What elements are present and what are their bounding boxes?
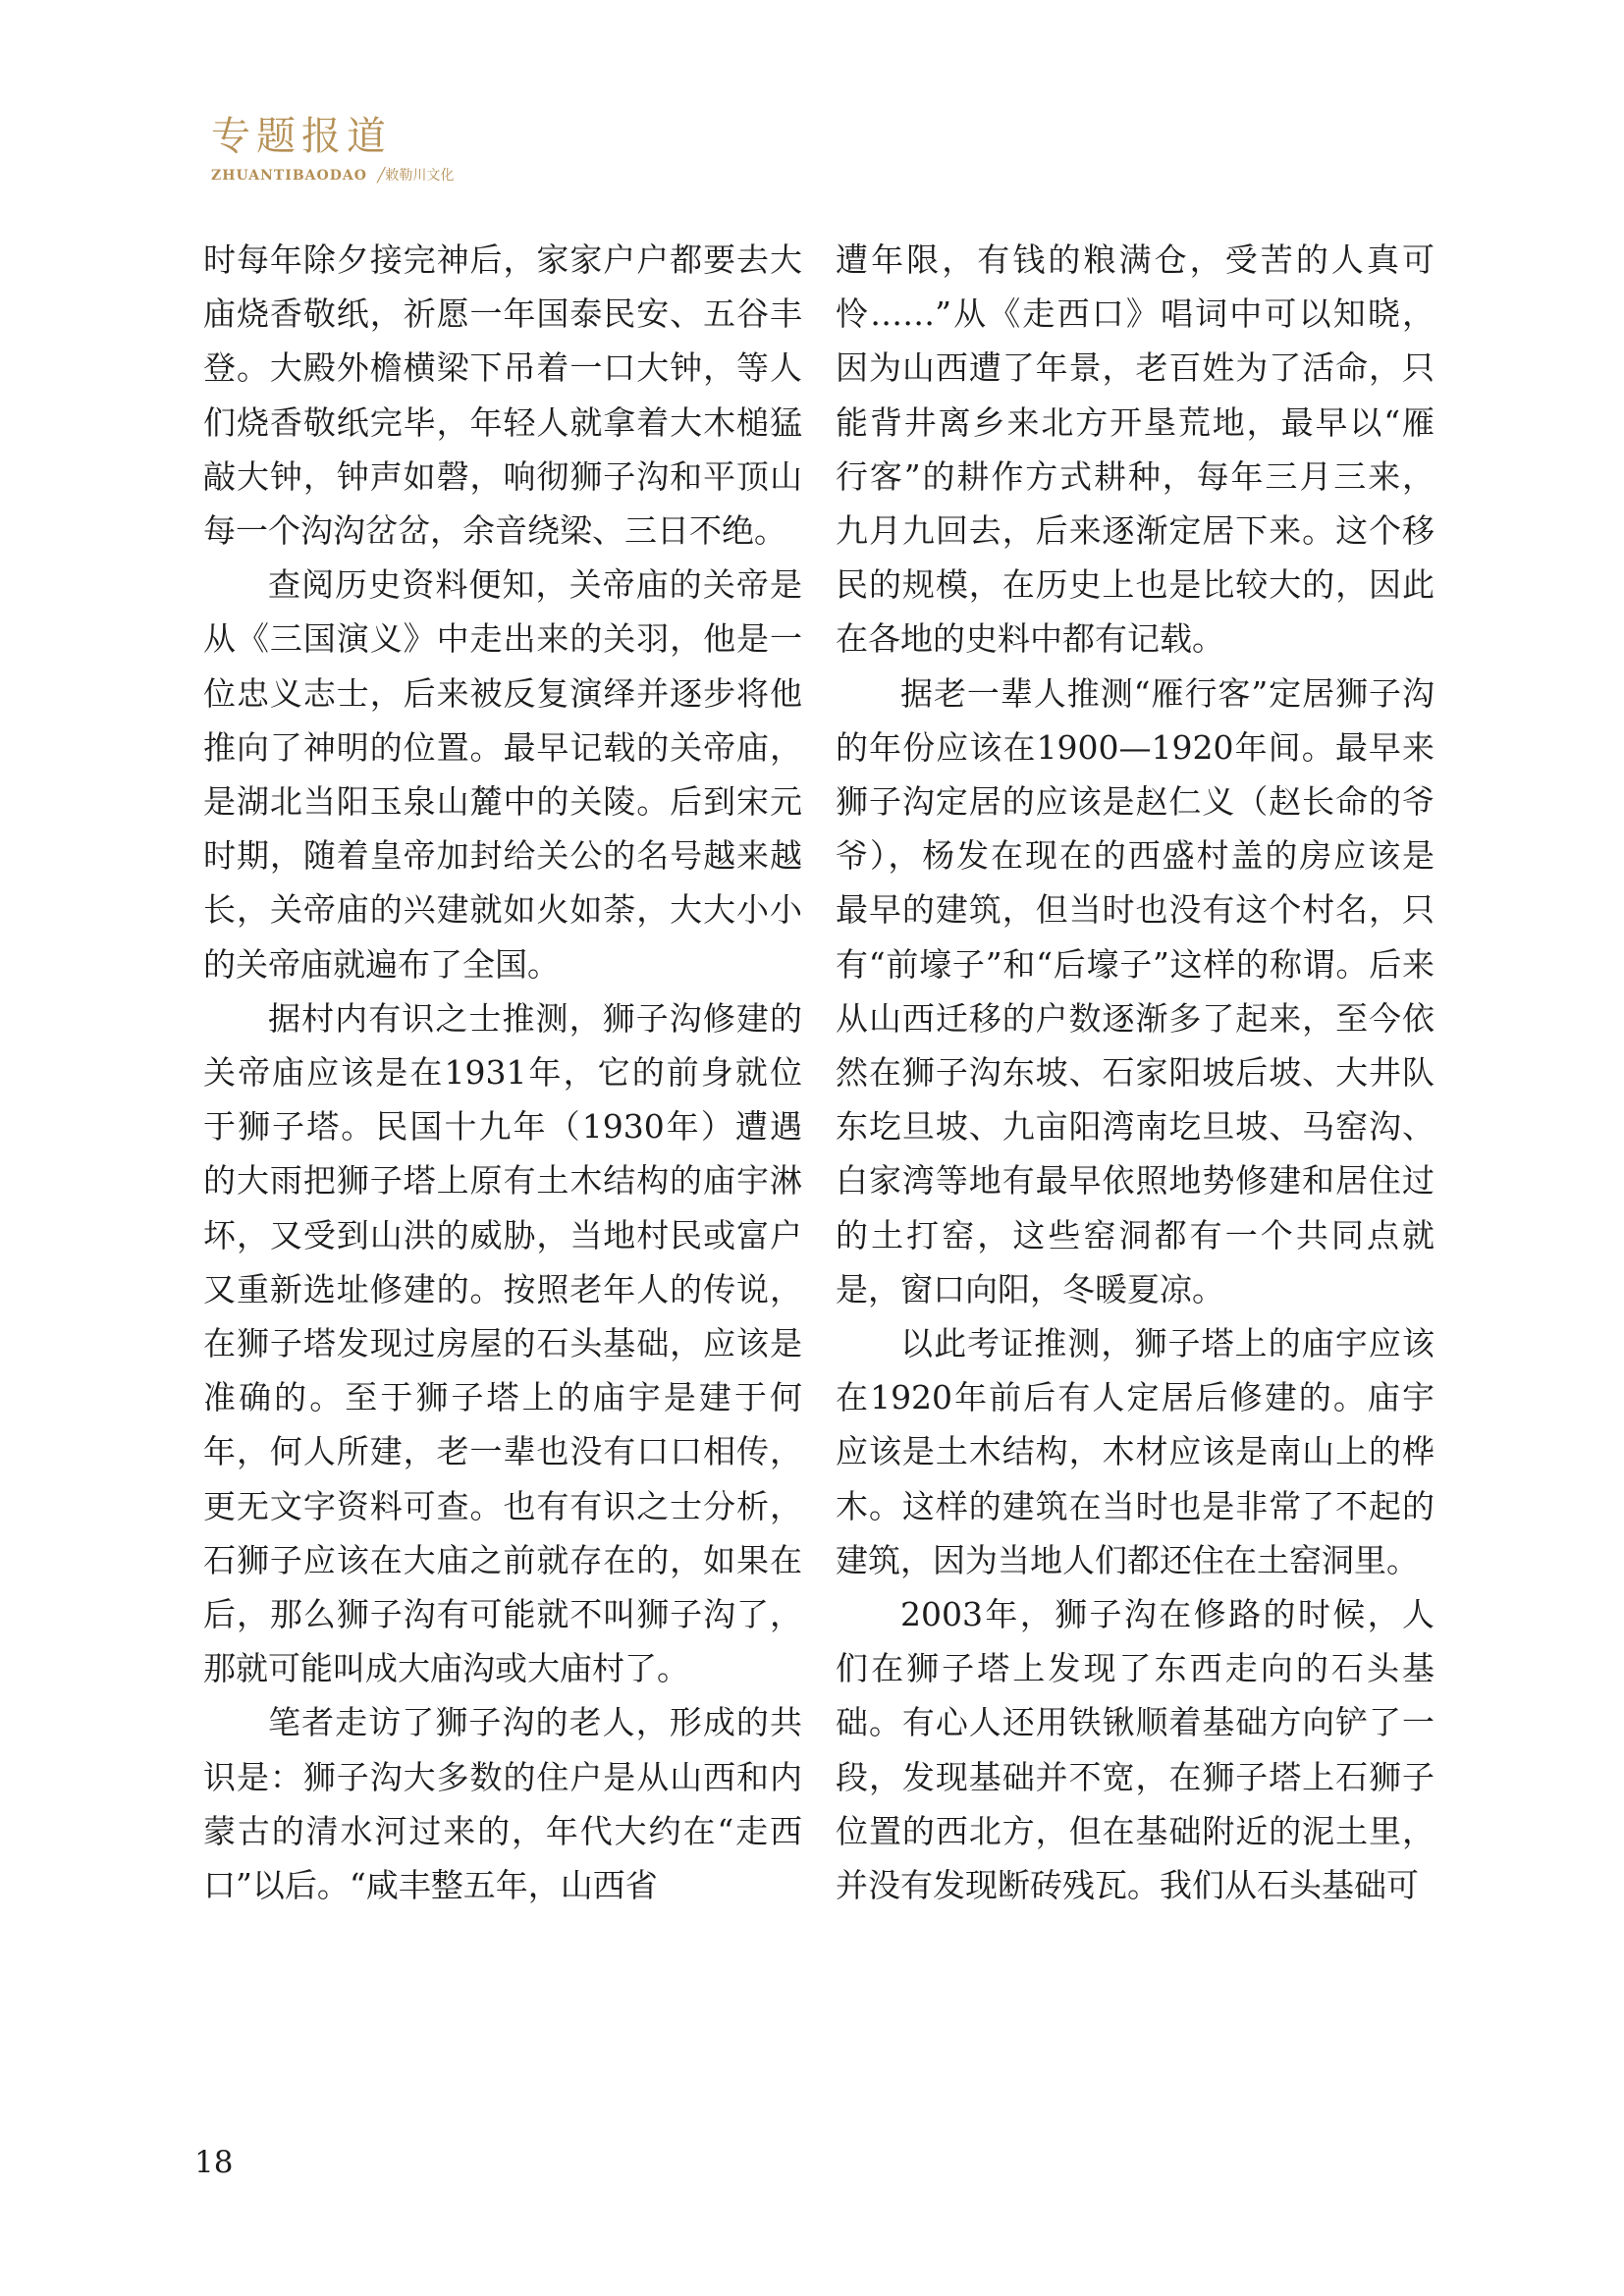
paragraph: 笔者走访了狮子沟的老人，形成的共识是：狮子沟大多数的住户是从山西和内蒙古的清水河过来的，年代大约在“走西口”以后。“咸丰整五年，山西省 [203, 1703, 802, 1905]
left-text-column [203, 233, 802, 2098]
paragraph: 据村内有识之士推测，狮子沟修建的关帝庙应该是在1931年，它的前身就位于狮子塔。民国十九年（1930年）遭遇的大雨把狮子塔上原有土木结构的庙宇淋坏，又受到山洪的威胁，当地村民或富户又重新选址修建的。按照老年人的传说，在狮子塔发现过房屋的石头基础，应该是准确的。至于狮子塔上的庙宇是建于何年，何人所建，老一辈也没有口口相传，更无文字资料可查。也有有识之士分析，石狮子应该在大庙之前就存在的，如果在后，那么狮子沟有可能就不叫狮子沟了，那就可能叫成大庙沟或大庙村了。 [203, 998, 802, 1688]
paragraph: 据老一辈人推测“雁行客”定居狮子沟的年份应该在1900—1920年间。最早来狮子沟定居的应该是赵仁义（赵长命的爷爷），杨发在现在的西盛村盖的房应该是最早的建筑，但当时也没有这个村名，只有“前壕子”和“后壕子”这样的称谓。后来从山西迁移的户数逐渐多了起来，至今依然在狮子沟东坡、石家阳坡后坡、大井队东圪旦坡、九亩阳湾南圪旦坡、马窑沟、白家湾等地有最早依照地势修建和居住过的土打窑，这些窑洞都有一个共同点就是，窗口向阳，冬暖夏凉。 [836, 673, 1435, 1308]
section-pinyin: ZHUANTIBAODAO [211, 168, 367, 184]
paragraph: 时每年除夕接完神后，家家户户都要去大庙烧香敬纸，祈愿一年国泰民安、五谷丰登。大殿外檐横梁下吊着一口大钟，等人们烧香敬纸完毕，年轻人就拿着大木槌猛敲大钟，钟声如磬，响彻狮子沟和平顶山每一个沟沟岔岔，余音绕梁、三日不绝。 [203, 240, 802, 551]
page-number: 18 [194, 2145, 234, 2180]
paragraph: 以此考证推测，狮子塔上的庙宇应该在1920年前后有人定居后修建的。庙宇应该是土木结构，木材应该是南山上的桦木。这样的建筑在当时也是非常了不起的建筑，因为当地人们都还住在土窑洞里。 [836, 1324, 1435, 1579]
paragraph: 查阅历史资料便知，关帝庙的关帝是从《三国演义》中走出来的关羽，他是一位忠义志士，后来被反复演绎并逐步将他推向了神明的位置。最早记载的关帝庙，是湖北当阳玉泉山麓中的关陵。后到宋元时期，随着皇帝加封给关公的名号越来越长，关帝庙的兴建就如火如荼，大大小小的关帝庙就遍布了全国。 [203, 565, 802, 984]
paragraph: 遭年限，有钱的粮满仓，受苦的人真可怜……”从《走西口》唱词中可以知晓，因为山西遭了年景，老百姓为了活命，只能背井离乡来北方开垦荒地，最早以“雁行客”的耕作方式耕种，每年三月三来，九月九回去，后来逐渐定居下来。这个移民的规模，在历史上也是比较大的，因此在各地的史料中都有记载。 [836, 240, 1435, 659]
right-text-column [836, 233, 1435, 2098]
paragraph: 2003年，狮子沟在修路的时候，人们在狮子塔上发现了东西走向的石头基础。有心人还用铁锹顺着基础方向铲了一段，发现基础并不宽，在狮子塔上石狮子位置的西北方，但在基础附近的泥土里，并没有发现断砖残瓦。我们从石头基础可 [836, 1595, 1435, 1905]
column-name: ╱敕勒川文化 [376, 168, 455, 184]
page-header [211, 112, 454, 186]
section-subtitle-row [211, 165, 454, 186]
section-title: 专题报道 [211, 114, 392, 159]
